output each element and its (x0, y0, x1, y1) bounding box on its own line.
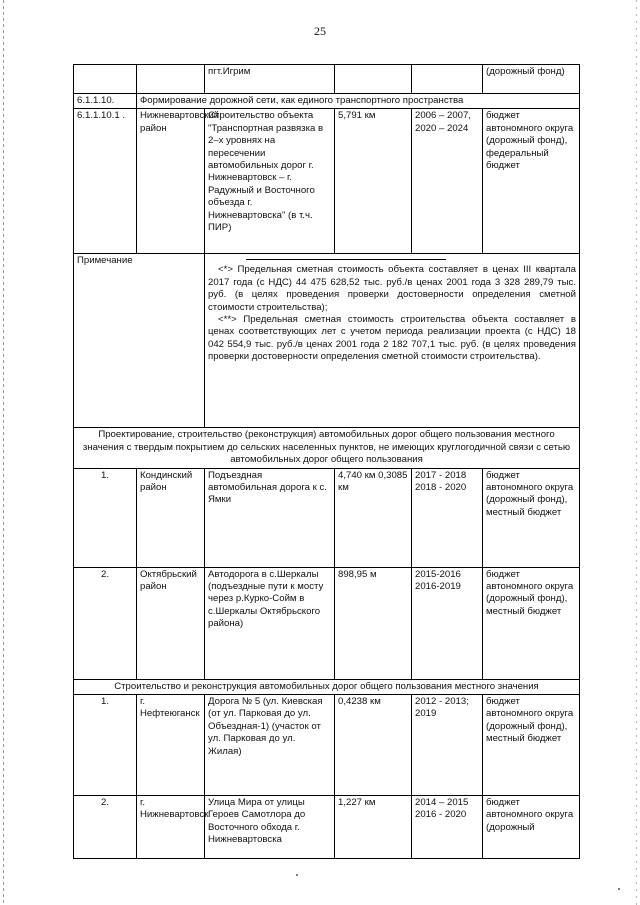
page-number: 25 (314, 24, 326, 38)
table-row (74, 695, 580, 796)
cell-district: Нижневартовский район (137, 109, 205, 254)
cell-funding-source: бюджет автономного округа (дорожный фонд), федеральный бюджет (483, 109, 580, 254)
cell-object: Улица Мира от улицы Героев Самотлора до Восточного обхода г. Нижневартовска (205, 796, 335, 859)
cell-capacity: 4,740 км 0,3085 км (335, 468, 412, 567)
cell-number: 2. (74, 796, 137, 859)
cell-district: г. Нефтеюганск (137, 695, 205, 796)
section-row (74, 94, 580, 109)
table-row (74, 567, 580, 679)
cell-period: 2017 - 2018 2018 - 2020 (412, 468, 483, 567)
cell-funding-source: бюджет автономного округа (дорожный фонд), местный бюджет (483, 468, 580, 567)
cell-district: г. Нижневартовск (137, 796, 205, 859)
cell-number: 1. (74, 695, 137, 796)
section-row (74, 428, 580, 468)
cell-object: Подъездная автомобильная дорога к с. Ямки (205, 468, 335, 567)
cell-number: 1. (74, 468, 137, 567)
cell-period: 2015-2016 2016-2019 (412, 567, 483, 679)
cell-number: 6.1.1.10.1 . (74, 109, 137, 254)
table-row (74, 109, 580, 254)
roads-table (73, 64, 580, 859)
cell-object: пгт.Игрим (205, 65, 335, 94)
cell-period (412, 65, 483, 94)
table-row (74, 65, 580, 94)
note-text (205, 254, 580, 428)
cell-funding-source: бюджет автономного округа (дорожный фонд), местный бюджет (483, 567, 580, 679)
cell-funding-source: бюджет автономного округа (дорожный фонд), местный бюджет (483, 695, 580, 796)
scan-edge-left (3, 0, 4, 905)
cell-capacity: 898,95 м (335, 567, 412, 679)
cell-capacity: 5,791 км (335, 109, 412, 254)
cell-district: Октябрьский район (137, 567, 205, 679)
cell-period: 2014 – 2015 2016 - 2020 (412, 796, 483, 859)
note-divider (246, 259, 446, 260)
section-title: Формирование дорожной сети, как единого транспортного пространства (137, 94, 580, 109)
cell-object: Автодорога в с.Шеркалы (подъездные пути к мосту через р.Курко-Сойм в с.Шеркалы Октябрьского района) (205, 567, 335, 679)
cell-number: 6.1.1.10. (74, 94, 137, 109)
note-paragraph-1: <*> Предельная сметная стоимость объекта составляет в ценах III квартала 2017 года (с НДС) 44 475 628,52 тыс. руб./в ценах 2001 года 3 328 289,79 тыс. руб. (в целях проведения проверки достоверности определения сметной стоимости строительства); (208, 264, 576, 313)
cell-district (137, 65, 205, 94)
cell-funding-source: (дорожный фонд) (483, 65, 580, 94)
note-row (74, 254, 580, 428)
cell-object: Строительство объекта "Транспортная развязка в 2–х уровнях на пересечении автомобильных дорог г. Нижневартовск – г. Радужный и Восточного объезда г. Нижневартовска" (в т.ч. ПИР) (205, 109, 335, 254)
cell-district: Кондинский район (137, 468, 205, 567)
cell-object: Дорога № 5 (ул. Киевская (от ул. Парковая до ул. Объездная-1) (участок от ул. Парковая до ул. Жилая) (205, 695, 335, 796)
table-row (74, 468, 580, 567)
cell-number (74, 65, 137, 94)
section-title: Строительство и реконструкция автомобильных дорог общего пользования местного значения (74, 679, 580, 694)
section-row (74, 679, 580, 694)
cell-period: 2012 - 2013; 2019 (412, 695, 483, 796)
scan-speck (296, 874, 298, 876)
cell-capacity: 0,4238 км (335, 695, 412, 796)
cell-period: 2006 – 2007, 2020 – 2024 (412, 109, 483, 254)
scan-edge-right (636, 0, 637, 905)
scan-speck (618, 888, 620, 890)
cell-capacity (335, 65, 412, 94)
note-label: Примечание (74, 254, 205, 428)
cell-funding-source: бюджет автономного округа (дорожный (483, 796, 580, 859)
note-paragraph-2: <**> Предельная сметная стоимость строительства объекта составляет в ценах соответствующих лет с учетом периода реализации проекта (с НДС) 18 042 554,9 тыс. руб./в ценах 2001 года 2 182 707,1 тыс. руб. (в целях проведения проверки достоверности определения сметной стоимости строительства). (208, 314, 576, 363)
table-row (74, 796, 580, 859)
cell-capacity: 1,227 км (335, 796, 412, 859)
cell-number: 2. (74, 567, 137, 679)
section-title: Проектирование, строительство (реконструкция) автомобильных дорог общего пользования местного значения с твердым покрытием до сельских населенных пунктов, не имеющих круглогодичной связи с сетью автомобильных дорог общего пользования (74, 428, 580, 468)
